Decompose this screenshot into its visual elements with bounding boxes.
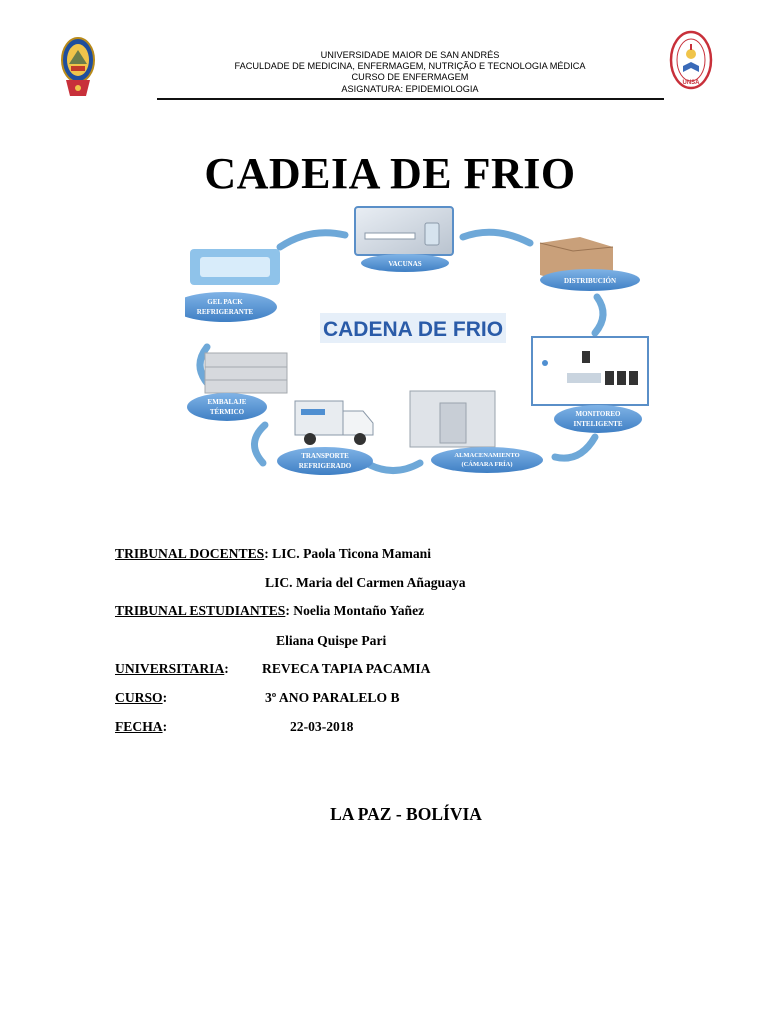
thermal-packaging-image <box>205 353 287 393</box>
arrow-almacenamiento-transporte <box>370 463 420 471</box>
arrow-vacunas-distribucion <box>463 232 530 243</box>
arrow-transporte-embalaje <box>254 425 265 463</box>
arrow-gelpack-vacunas <box>280 233 345 247</box>
curso-row: CURSO: <box>115 690 168 705</box>
node-monitoreo-line2: INTELIGENTE <box>573 420 623 428</box>
node-transporte-line2: REFRIGERADO <box>298 462 352 470</box>
header-subject: ASIGNATURA: EPIDEMIOLOGIA <box>341 83 479 94</box>
universitaria-row: UNIVERSITARIA: <box>115 661 229 676</box>
universitaria-label: UNIVERSITARIA <box>115 661 225 676</box>
node-embalaje-line2: TÉRMICO <box>209 408 245 416</box>
node-distribucion <box>540 269 640 291</box>
cold-chain-diagram <box>185 205 655 485</box>
docentes-value-1: : LIC. Paola Ticona Mamani <box>264 546 431 561</box>
umsa-seal-logo <box>58 34 98 100</box>
curso-value: 3º ANO PARALELO B <box>265 690 400 705</box>
node-gelpack-line1: GEL PACK <box>207 298 243 306</box>
estudiantes-value-2: Eliana Quispe Pari <box>276 633 387 648</box>
node-almacenamiento-line1: ALMACENAMIENTO <box>454 452 520 459</box>
page-title: CADEIA DE FRIO <box>204 149 576 198</box>
gel-pack-image <box>190 249 280 285</box>
node-monitoreo-line1: MONITOREO <box>575 410 621 418</box>
nursing-logo-text: UNSA <box>682 80 700 86</box>
arrow-monitoreo-almacenamiento <box>555 437 595 458</box>
docentes-row <box>115 546 431 562</box>
nursing-school-logo <box>669 30 713 96</box>
estudiantes-label: TRIBUNAL ESTUDIANTES <box>115 603 286 618</box>
estudiantes-value-1: : Noelia Montaño Yañez <box>285 603 425 618</box>
docentes-value-2: LIC. Maria del Carmen Añaguaya <box>265 575 466 590</box>
curso-label: CURSO <box>115 690 163 705</box>
refrigerated-truck-image <box>295 401 373 445</box>
node-almacenamiento <box>431 447 543 473</box>
arrow-distribucion-monitoreo <box>595 297 603 333</box>
city-footer: LA PAZ - BOLÍVIA <box>330 804 482 824</box>
monitoring-image <box>532 337 648 405</box>
diagram-center-title: CADENA DE FRIO <box>322 318 504 341</box>
node-gelpack-line2: REFRIGERANTE <box>196 308 254 316</box>
docentes-label: TRIBUNAL DOCENTES <box>115 546 265 561</box>
node-almacenamiento-line2: (CÁMARA FRÍA) <box>461 461 513 468</box>
estudiantes-row <box>115 603 424 619</box>
node-monitoreo <box>554 405 642 433</box>
universitaria-value: REVECA TAPIA PACAMIA <box>262 661 431 676</box>
node-vacunas-label: VACUNAS <box>388 260 422 268</box>
fecha-value: 22-03-2018 <box>290 719 354 734</box>
node-distribucion-label: DISTRIBUCIÓN <box>563 277 617 285</box>
header-divider <box>157 98 664 100</box>
node-embalaje <box>187 393 267 421</box>
node-embalaje-line1: EMBALAJE <box>207 398 247 406</box>
header-course: CURSO DE ENFERMAGEM <box>351 72 469 83</box>
fecha-row: FECHA: <box>115 719 168 734</box>
node-transporte-line1: TRANSPORTE <box>301 452 349 460</box>
vaccine-image <box>355 207 453 255</box>
header-university: UNIVERSIDADE MAIOR DE SAN ANDRÉS <box>320 50 500 60</box>
cold-storage-image <box>410 391 495 447</box>
node-gel-pack <box>185 292 277 322</box>
institution-header <box>160 50 660 95</box>
node-vacunas <box>361 254 449 272</box>
node-transporte <box>277 447 373 475</box>
fecha-label: FECHA <box>115 719 163 734</box>
header-faculty: FACULDADE DE MEDICINA, ENFERMAGEM, NUTRIÇÃO E TECNOLOGIA MÉDICA <box>234 61 586 72</box>
